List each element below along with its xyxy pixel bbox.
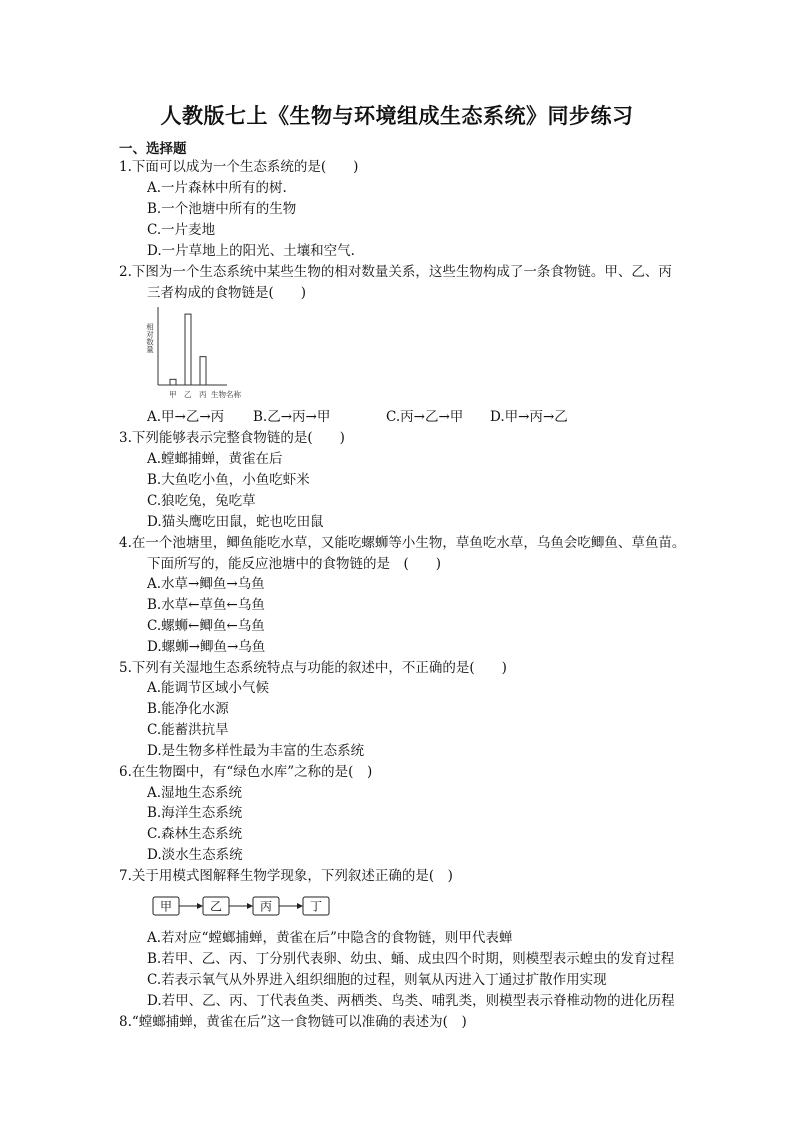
question-5-option-c: C.能蓄洪抗旱 xyxy=(147,722,229,738)
question-4-option-b: B.水草←草鱼←乌鱼 xyxy=(147,597,265,613)
question-5-option-d: D.是生物多样性最为丰富的生态系统 xyxy=(147,743,365,759)
question-6-stem: 6.在生物圈中，有“绿色水库”之称的是( ) xyxy=(119,764,373,780)
question-2-option-b: B.乙→丙→甲 xyxy=(253,409,331,425)
question-5-option-b: B.能净化水源 xyxy=(147,701,229,717)
question-4-stem-cont: 下面所写的，能反应池塘中的食物链的是 ( ) xyxy=(147,556,442,572)
chart-bar-丙 xyxy=(200,357,206,385)
chart-y-label: 相对数量 xyxy=(145,323,155,353)
question-7-option-a: A.若对应“螳螂捕蝉，黄雀在后”中隐含的食物链，则甲代表蝉 xyxy=(147,930,513,946)
chart-tick-label: 甲 xyxy=(169,390,177,399)
question-3-option-a: A.螳螂捕蝉，黄雀在后 xyxy=(147,451,283,467)
question-6-option-a: A.湿地生态系统 xyxy=(147,785,243,801)
question-2-option-d: D.甲→丙→乙 xyxy=(490,409,568,425)
flow-node-label: 甲 xyxy=(159,899,173,914)
question-6-option-d: D.淡水生态系统 xyxy=(147,847,243,863)
question-5-stem: 5.下列有关湿地生态系统特点与功能的叙述中，不正确的是( ) xyxy=(119,660,507,676)
question-2-stem-cont: 三者构成的食物链是( ) xyxy=(147,285,307,301)
question-7-option-d: D.若甲、乙、丙、丁代表鱼类、两栖类、鸟类、哺乳类，则模型表示脊椎动物的进化历程 xyxy=(147,993,675,1009)
question-7-stem: 7.关于用模式图解释生物学现象，下列叙述正确的是( ) xyxy=(119,868,453,884)
question-4-stem: 4.在一个池塘里，鲫鱼能吃水草，又能吃螺蛳等小生物，草鱼吃水草，乌鱼会吃鲫鱼、草鱼苗。 xyxy=(119,535,686,551)
question-3-option-b: B.大鱼吃小鱼，小鱼吃虾米 xyxy=(147,472,310,488)
question-8-stem: 8.“螳螂捕蝉，黄雀在后”这一食物链可以准确的表述为( ) xyxy=(119,1014,467,1030)
question-1-option-c: C.一片麦地 xyxy=(147,222,216,238)
chart-bar-乙 xyxy=(185,314,191,385)
question-6-option-b: B.海洋生态系统 xyxy=(147,805,243,821)
question-1-stem: 1.下面可以成为一个生态系统的是( ) xyxy=(119,159,359,175)
question-3-option-d: D.猫头鹰吃田鼠，蛇也吃田鼠 xyxy=(147,514,324,530)
chart-x-label: 生物名称 xyxy=(211,390,241,399)
question-2-option-a: A.甲→乙→丙 xyxy=(147,409,225,425)
question-1-option-d: D.一片草地上的阳光、土壤和空气. xyxy=(147,243,355,259)
question-2-option-c: C.丙→乙→甲 xyxy=(386,409,464,425)
question-5-option-a: A.能调节区域小气候 xyxy=(147,680,270,696)
question-7-option-c: C.若表示氧气从外界进入组织细胞的过程，则氧从丙进入丁通过扩散作用实现 xyxy=(147,972,607,988)
flow-node-label: 丁 xyxy=(309,899,323,914)
page-title: 人教版七上《生物与环境组成生态系统》同步练习 xyxy=(160,103,634,128)
question-2-stem: 2.下图为一个生态系统中某些生物的相对数量关系，这些生物构成了一条食物链。甲、乙、丙 xyxy=(119,264,672,280)
question-3-stem: 3.下列能够表示完整食物链的是( ) xyxy=(119,430,345,446)
question-6-option-c: C.森林生态系统 xyxy=(147,826,243,842)
flow-node-label: 丙 xyxy=(259,899,273,914)
question-1-option-a: A.一片森林中所有的树. xyxy=(147,180,287,196)
question-3-option-c: C.狼吃兔，兔吃草 xyxy=(147,493,256,509)
chart-tick-label: 乙 xyxy=(184,390,192,399)
flow-model-diagram xyxy=(152,893,337,919)
chart-bar-甲 xyxy=(170,379,176,385)
section-heading: 一、选择题 xyxy=(119,141,187,157)
chart-tick-label: 丙 xyxy=(199,390,207,399)
question-1-option-b: B.一个池塘中所有的生物 xyxy=(147,201,297,217)
question-4-option-c: C.螺蛳←鲫鱼←乌鱼 xyxy=(147,618,265,634)
question-7-option-b: B.若甲、乙、丙、丁分别代表卵、幼虫、蛹、成虫四个时期，则模型表示蝗虫的发育过程 xyxy=(147,951,675,967)
question-4-option-a: A.水草→鲫鱼→乌鱼 xyxy=(147,576,265,592)
question-4-option-d: D.螺蛳→鲫鱼→乌鱼 xyxy=(147,639,266,655)
flow-node-label: 乙 xyxy=(209,899,223,914)
relative-quantity-bar-chart xyxy=(145,303,265,399)
